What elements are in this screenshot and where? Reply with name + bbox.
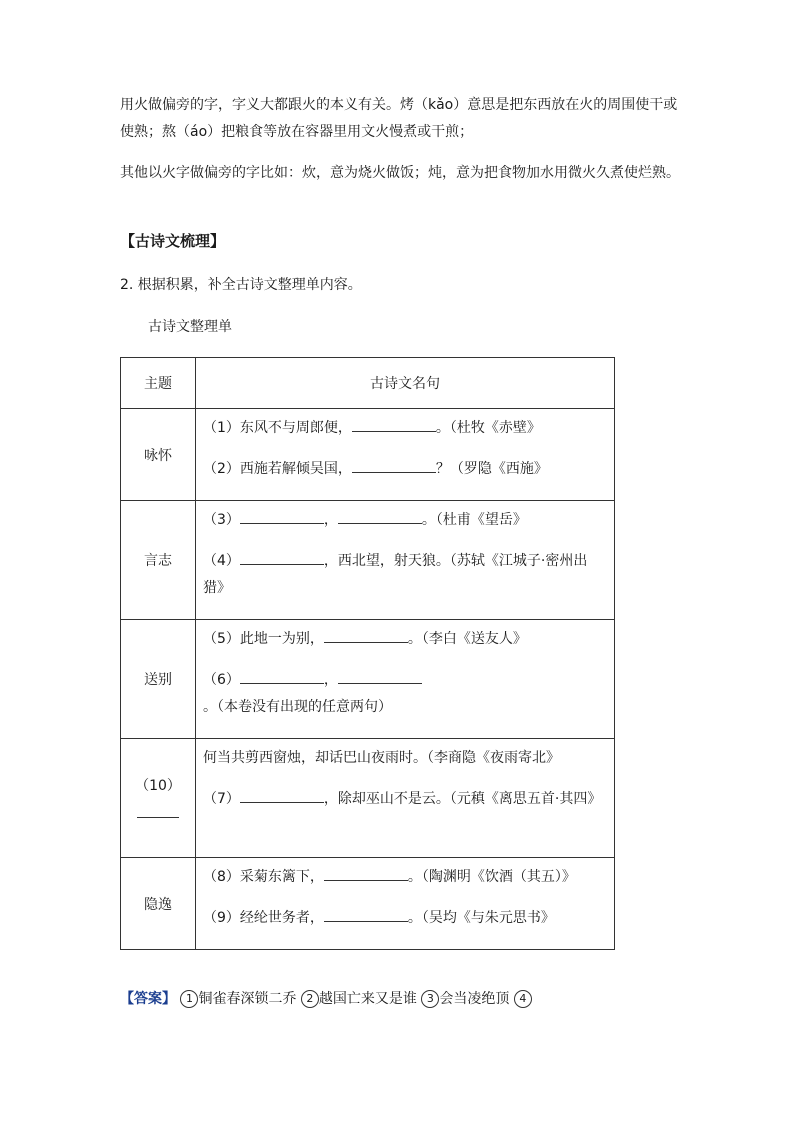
- poem-line: （4） ，西北望，射天狼。（苏轼《江城子·密州出猎》: [203, 548, 606, 602]
- theme-cell: 言志: [121, 501, 196, 620]
- poem-line: （3） ， 。（杜甫《望岳》: [203, 507, 606, 534]
- table-row: [121, 858, 615, 950]
- answer-row: [120, 988, 680, 1008]
- lines-cell: [196, 739, 615, 858]
- answer-blank[interactable]: [240, 509, 324, 524]
- theme-cell: 送别: [121, 620, 196, 739]
- answer-item: [514, 990, 532, 1008]
- answer-blank[interactable]: [324, 907, 408, 922]
- poem-line: （1）东风不与周郎便， 。（杜牧《赤壁》: [203, 415, 606, 442]
- theme-cell: 隐逸: [121, 858, 196, 950]
- table-caption: 古诗文整理单: [148, 319, 232, 335]
- poem-line: 何当共剪西窗烛，却话巴山夜雨时。（李商隐《夜雨寄北》: [203, 750, 560, 766]
- theme-number: （10）: [135, 777, 181, 794]
- answer-label: 【答案】: [120, 991, 176, 1007]
- table-row: [121, 739, 615, 858]
- theme-cell: 咏怀: [121, 409, 196, 501]
- answer-blank[interactable]: [240, 788, 324, 803]
- intro-paragraph-1: 用火做偏旁的字，字义大都跟火的本义有关。烤（kǎo）意思是把东西放在火的周围使干或使熟；熬（áo）把粮食等放在容器里用文火慢煮或干煎；: [120, 97, 678, 140]
- lines-cell: [196, 501, 615, 620]
- header-lines: 古诗文名句: [196, 358, 615, 409]
- circled-number: 2: [301, 990, 319, 1008]
- poem-line: （9）经纶世务者， 。（吴均《与朱元思书》: [203, 905, 606, 932]
- answer-item: 2 越国亡来又是谁: [301, 988, 417, 1008]
- intro-paragraph-2: 其他以火字做偏旁的字比如：炊，意为烧火做饭；炖，意为把食物加水用微火久煮使烂熟。: [120, 165, 680, 181]
- answer-blank[interactable]: [240, 669, 324, 684]
- poem-line: （5）此地一为别， 。（李白《送友人》: [203, 626, 606, 653]
- answer-blank[interactable]: [338, 669, 422, 684]
- answer-item: 3 会当凌绝顶: [421, 988, 509, 1008]
- poem-line: （6） ，。（本卷没有出现的任意两句）: [203, 667, 606, 721]
- poem-line: （2）西施若解倾吴国， ？（罗隐《西施》: [203, 456, 606, 483]
- lines-cell: [196, 858, 615, 950]
- answer-item: 1 铜雀春深锁二乔: [180, 988, 296, 1008]
- poem-table: [120, 357, 615, 950]
- table-row: [121, 620, 615, 739]
- table-header-row: [121, 358, 615, 409]
- answer-blank[interactable]: [352, 417, 436, 432]
- table-row: [121, 501, 615, 620]
- lines-cell: [196, 620, 615, 739]
- answer-blank[interactable]: [352, 458, 436, 473]
- answer-blank[interactable]: [324, 628, 408, 643]
- lines-cell: [196, 409, 615, 501]
- theme-answer-blank[interactable]: [137, 797, 179, 818]
- header-theme: 主题: [121, 358, 196, 409]
- question-text: 2. 根据积累，补全古诗文整理单内容。: [120, 277, 362, 293]
- theme-cell: [121, 739, 196, 858]
- table-row: [121, 409, 615, 501]
- answer-blank[interactable]: [240, 550, 324, 565]
- circled-number: 4: [514, 990, 532, 1008]
- circled-number: 3: [421, 990, 439, 1008]
- poem-line: （7） ，除却巫山不是云。（元稹《离思五首·其四》: [203, 786, 606, 813]
- circled-number: 1: [180, 990, 198, 1008]
- answer-blank[interactable]: [324, 866, 408, 881]
- section-title: 【古诗文梳理】: [120, 232, 226, 250]
- answer-blank[interactable]: [338, 509, 422, 524]
- poem-line: （8）采菊东篱下， 。（陶渊明《饮酒（其五）》: [203, 864, 606, 891]
